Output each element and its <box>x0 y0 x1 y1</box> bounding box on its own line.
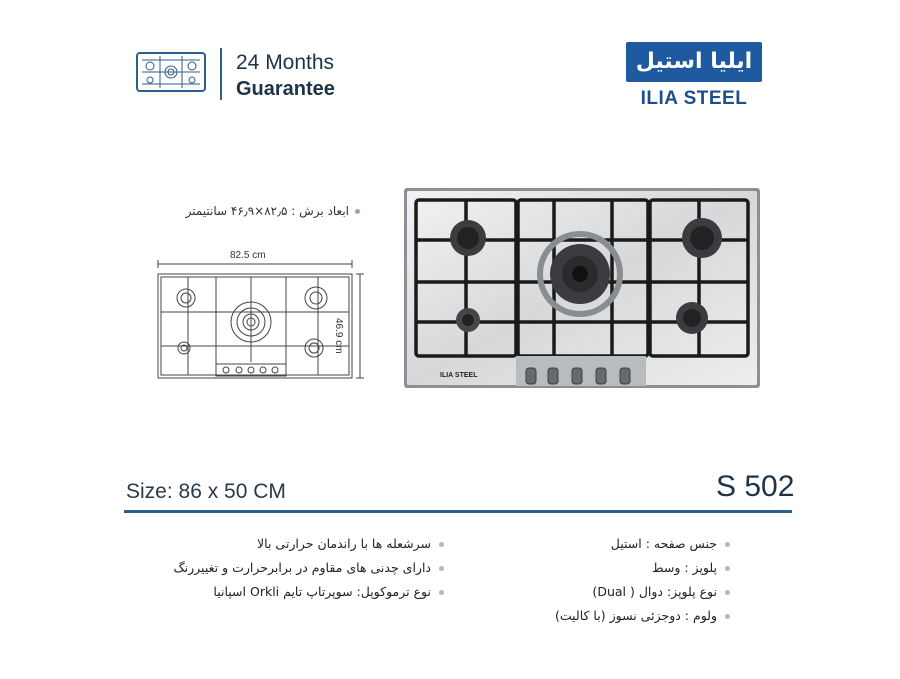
bullet-icon <box>725 590 730 595</box>
bullet-icon <box>725 542 730 547</box>
cut-dimensions-text: ابعاد برش : ۸۲٫۵×۴۶٫۹ سانتیمتر <box>185 204 349 218</box>
bullet-icon <box>355 209 360 214</box>
feature-item <box>213 584 444 599</box>
diagram-height-label: 46.9 cm <box>333 318 344 354</box>
brand-name-fa: ایلیا استیل <box>635 49 753 74</box>
guarantee-text <box>236 50 335 102</box>
diagram-width-label: 82.5 cm <box>230 250 266 261</box>
cooktop-outline-icon <box>136 52 206 92</box>
feature-text: نوع ترموکوپل: سوپرتاپ تایم Orkli اسپانیا <box>213 584 431 599</box>
bullet-icon <box>439 590 444 595</box>
bullet-icon <box>439 542 444 547</box>
feature-text: دارای چدنی های مقاوم در برابرحرارت و تغییررنگ <box>173 560 431 575</box>
size-label: Size: 86 x 50 CM <box>126 480 286 503</box>
divider <box>124 510 792 513</box>
feature-item <box>611 536 730 551</box>
feature-text: نوع پلوپز: دوال ( Dual) <box>592 584 717 599</box>
product-image <box>404 188 760 388</box>
brand-name-en: ILIA STEEL <box>640 88 748 109</box>
feature-text: پلوپز : وسط <box>652 560 717 575</box>
feature-text: سرشعله ها با راندمان حرارتی بالا <box>257 536 431 551</box>
feature-item <box>592 584 730 599</box>
feature-text: جنس صفحه : استیل <box>610 536 717 551</box>
cut-dimensions <box>140 204 360 218</box>
feature-item <box>173 560 444 575</box>
feature-text: ولوم : دوجزئی نسوز (با کالیت) <box>554 608 717 623</box>
guarantee-label: Guarantee <box>236 78 335 100</box>
feature-item <box>257 536 444 551</box>
feature-item <box>652 560 730 575</box>
guarantee-divider <box>220 48 222 100</box>
product-panel-brand: ILIA STEEL <box>440 372 478 379</box>
guarantee-months: 24 Months <box>236 51 335 74</box>
model-number: S 502 <box>716 470 795 503</box>
bullet-icon <box>725 614 730 619</box>
bullet-icon <box>725 566 730 571</box>
feature-item <box>555 608 730 623</box>
bullet-icon <box>439 566 444 571</box>
